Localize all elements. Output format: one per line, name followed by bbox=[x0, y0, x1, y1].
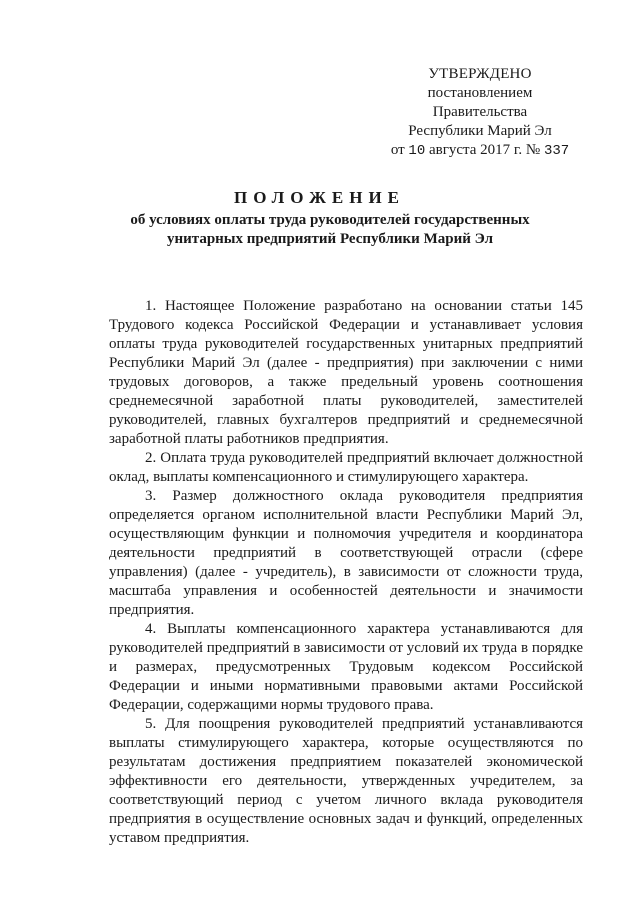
paragraph-5: 5. Для поощрения руководителей предприятий устанавливаются выплаты стимулирующего характера, которые осуществляются по результатам достижения предприятием показателей экономической эффективности его деятельности, утвержденных учредителем, за соответствующий период с учетом личного вклада руководителя предприятия в осуществление основных задач и функций, определенных уставом предприятия. bbox=[109, 716, 583, 846]
subtitle-line-1: об условиях оплаты труда руководителей государственных bbox=[130, 212, 530, 228]
decree-number: 337 bbox=[543, 143, 570, 159]
date-rest: августа 2017 г. № bbox=[428, 142, 541, 158]
paragraph-4: 4. Выплаты компенсационного характера устанавливаются для руководителей предприятий в зависимости от условий их труда в порядке и размерах, предусмотренных Трудовым кодексом Российской Федерации и иными нормативными правовыми актами Российской Федерации, содержащими нормы трудового права. bbox=[109, 621, 583, 713]
document-subtitle bbox=[100, 211, 560, 249]
paragraph-2: 2. Оплата труда руководителей предприятий включает должностной оклад, выплаты компенсационного и стимулирующего характера. bbox=[109, 450, 583, 485]
approval-line-1: постановлением Правительства bbox=[427, 85, 533, 120]
document-body bbox=[109, 297, 583, 848]
date-day: 10 bbox=[408, 143, 426, 159]
paragraph-3: 3. Размер должностного оклада руководителя предприятия определяется органом исполнительной власти Республики Марий Эл, осуществляющим функции и полномочия учредителя и координатора деятельности предприятий в соответствующей отрасли (сфере управления) (далее - учредитель), в зависимости от сложности труда, масштаба управления и особенностей деятельности и значимости предприятия. bbox=[109, 488, 583, 618]
approval-stamp: УТВЕРЖДЕНО bbox=[428, 66, 532, 82]
approval-line-2: Республики Марий Эл bbox=[408, 123, 552, 139]
approval-date-line bbox=[380, 141, 580, 161]
approval-block bbox=[380, 65, 580, 161]
document-title: ПОЛОЖЕНИЕ bbox=[234, 188, 405, 207]
paragraph-1: 1. Настоящее Положение разработано на основании статьи 145 Трудового кодекса Российской Федерации и устанавливает условия оплаты труда руководителей государственных унитарных предприятий Республики Марий Эл (далее - предприятия) при заключении с ними трудовых договоров, а также предельный уровень соотношения среднемесячной заработной платы руководителей, заместителей руководителей, главных бухгалтеров предприятий и среднемесячной заработной платы работников предприятия. bbox=[109, 298, 583, 447]
date-prefix: от bbox=[390, 142, 405, 158]
subtitle-line-2: унитарных предприятий Республики Марий Эл bbox=[166, 231, 493, 247]
